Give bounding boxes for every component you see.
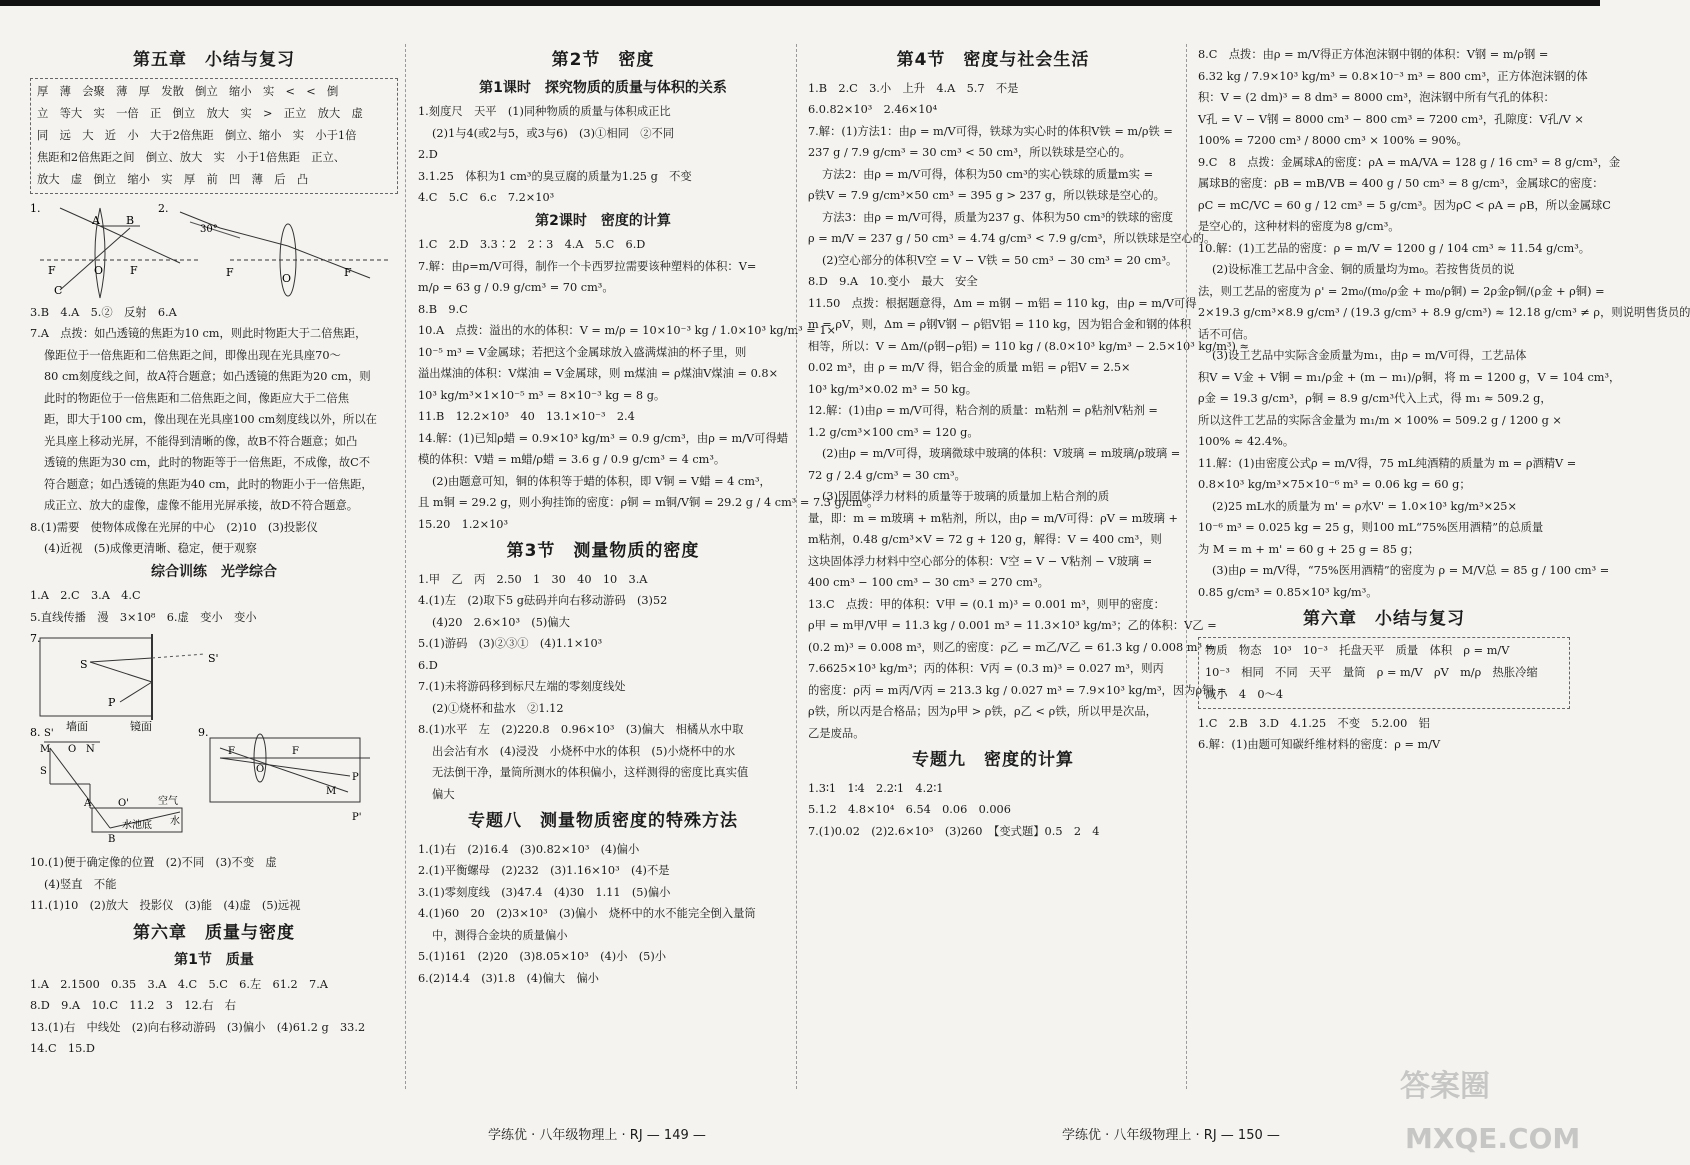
answer-line: 是空心的，这种材料的密度为8 g/cm³。 bbox=[1198, 220, 1400, 233]
fig-label: 2. bbox=[158, 201, 169, 215]
answer-line: 话不可信。 bbox=[1198, 327, 1255, 341]
answer-line: 0.02 m³，由 ρ = m/V 得，铝合金的质量 m铝 = ρ铝V = 2.5× bbox=[808, 361, 1131, 374]
answer-line: 方法2：由ρ = m/V可得，体积为50 cm³的实心铁球的质量m实 = bbox=[822, 167, 1154, 181]
answer-line: 0.8×10³ kg/m³×75×10⁻⁶ m³ = 0.06 kg = 60 g； bbox=[1198, 478, 1471, 491]
answer-line: 1.A 2.1500 0.35 3.A 4.C 5.C 6.左 61.2 7.A bbox=[30, 977, 328, 991]
answer-line: 像距位于一倍焦距和二倍焦距之间，即像出现在光具座70～ bbox=[44, 348, 341, 362]
answer-line: 积：V = (2 dm)³ = 8 dm³ = 8000 cm³，泡沫钢中所有气孔的体积： bbox=[1198, 91, 1555, 104]
fig-label: O bbox=[256, 764, 265, 775]
topic-title: 专题九 密度的计算 bbox=[912, 750, 1074, 770]
answer-line: 成正立、放大的虚像，虚像不能用光屏承接，故D不符合题意。 bbox=[44, 499, 359, 512]
answer-line: 7.6625×10³ kg/m³；丙的体积：V丙 = (0.3 m)³ = 0.027 m³，则丙 bbox=[808, 662, 1164, 675]
answer-line: (3)设工艺品中实际含金质量为m₁，由ρ = m/V可得，工艺品体 bbox=[1212, 349, 1527, 362]
answer-line: 10.A 点拨：溢出的水的体积：V = m/ρ = 10×10⁻³ kg / 1.0×10³ kg/m³ = 1× bbox=[418, 324, 837, 337]
box-line: 厚 薄 会聚 薄 厚 发散 倒立 缩小 实 < < 倒 bbox=[37, 84, 339, 98]
section-title: 综合训练 光学综合 bbox=[151, 563, 277, 580]
answer-line: 1.A 2.C 3.A 4.C bbox=[30, 589, 141, 602]
box-line: 10⁻³ 相同 不同 天平 量筒 ρ = m/V ρV m/ρ 热胀冷缩 bbox=[1205, 665, 1538, 679]
answer-line: 此时的物距位于一倍焦距和二倍焦距之间，像距应大于二倍焦 bbox=[44, 391, 350, 405]
answer-line: 相等，所以：V = Δm/(ρ钢−ρ铝) = 110 kg / (8.0×10³ kg/m³ − 2.5×10³ kg/m³) ≈ bbox=[808, 339, 1249, 353]
answer-line: 1.3∶1 1∶4 2.2∶1 4.2∶1 bbox=[808, 781, 944, 795]
answer-line: 7.解：(1)方法1：由ρ = m/V可得，铁球为实心时的体积V铁 = m/ρ铁 = bbox=[808, 124, 1173, 138]
fig-label: F bbox=[228, 746, 235, 757]
review-fill-box bbox=[30, 78, 398, 194]
answer-line: (2)空心部分的体积V空 = V − V铁 = 50 cm³ − 30 cm³ = 20 cm³。 bbox=[822, 253, 1178, 267]
answer-line: 8.(1)水平 左 (2)220.8 0.96×10³ (3)偏大 相橘从水中取 bbox=[418, 723, 744, 736]
fig-label: F bbox=[292, 746, 299, 757]
fig-label: S bbox=[80, 658, 88, 671]
answer-line: 10.(1)便于确定像的位置 (2)不同 (3)不变 虚 bbox=[30, 856, 277, 869]
answer-line: 1.甲 乙 丙 2.50 1 30 40 10 3.A bbox=[418, 572, 648, 586]
answer-line: 8.C 点拨：由ρ = m/V得正方体泡沫钢中钢的体积：V钢 = m/ρ钢 = bbox=[1198, 48, 1549, 61]
answer-line: 4.C 5.C 6.c 7.2×10³ bbox=[418, 191, 555, 204]
answer-line: (2)①烧杯和盐水 ②1.12 bbox=[432, 701, 564, 715]
answer-line: ρ铁，所以丙是合格品；因为ρ甲 > ρ铁，ρ乙 < ρ铁，所以甲是次品， bbox=[808, 705, 1157, 718]
review-fill-box bbox=[1198, 637, 1570, 709]
answer-line: 80 cm刻度线之间，故A符合题意；如凸透镜的焦距为20 cm，则 bbox=[44, 370, 371, 383]
box-line: 焦距和2倍焦距之间 倒立、放大 实 小于1倍焦距 正立、 bbox=[37, 150, 346, 164]
answer-line: (3)由ρ = m/V得，“75%医用酒精”的密度为 ρ = M/V总 = 85 g / 100 cm³ = bbox=[1212, 564, 1610, 577]
refraction-diagrams-8-9 bbox=[30, 728, 398, 848]
answer-line: 1.B 2.C 3.小 上升 4.A 5.7 不是 bbox=[808, 81, 1019, 95]
answer-line: 2×19.3 g/cm³×8.9 g/cm³ / (19.3 g/cm³ + 8.9 g/cm³) ≈ 12.18 g/cm³ ≠ ρ，则说明售货员的 bbox=[1198, 306, 1690, 319]
answer-line: 10⁻⁶ m³ = 0.025 kg = 25 g，则100 mL“75%医用酒精”的总质量 bbox=[1198, 521, 1544, 534]
answer-line: 8.D 9.A 10.C 11.2 3 12.右 右 bbox=[30, 999, 237, 1012]
answer-line: m = ρV，则，Δm = ρ钢V钢 − ρ铝V铝 = 110 kg，因为铝合金和钢的体积 bbox=[808, 318, 1192, 331]
answer-line: 10³ kg/m³×0.02 m³ = 50 kg。 bbox=[808, 382, 978, 396]
answer-line: 11.解：(1)由密度公式ρ = m/V得，75 mL纯酒精的质量为 m = ρ酒精V = bbox=[1198, 456, 1577, 470]
answer-line: 1.C 2.D 3.3∶2 2∶3 4.A 5.C 6.D bbox=[418, 238, 646, 251]
answer-line: 3.1.25 体积为1 cm³的臭豆腐的质量为1.25 g 不变 bbox=[418, 169, 692, 183]
answer-line: (4)20 2.6×10³ (5)偏大 bbox=[432, 615, 570, 629]
answer-line: 6.0.82×10³ 2.46×10⁴ bbox=[808, 103, 938, 116]
answer-line: 9.C 8 点拨：金属球A的密度：ρA = mA/VA = 128 g / 16 cm³ = 8 g/cm³，金 bbox=[1198, 155, 1621, 169]
chapter6-review-title: 第六章 小结与复习 bbox=[1303, 609, 1465, 629]
lesson-title: 第1课时 探究物质的质量与体积的关系 bbox=[479, 79, 727, 96]
fig-label: F bbox=[344, 265, 352, 279]
answer-line: 积V = V金 + V铜 = m₁/ρ金 + (m − m₁)/ρ铜，将 m = 1200 g，V = 104 cm³， bbox=[1198, 370, 1621, 384]
answer-line: (2)由题意可知，铜的体积等于蜡的体积，即 V铜 = V蜡 = 4 cm³， bbox=[432, 474, 771, 488]
fig-label: F bbox=[130, 263, 138, 277]
answer-line: 237 g / 7.9 g/cm³ = 30 cm³ < 50 cm³，所以铁球是空心的。 bbox=[808, 146, 1131, 159]
column-divider bbox=[1186, 44, 1187, 1089]
fig-label: 镜面 bbox=[130, 720, 152, 733]
fig-label: 1. bbox=[30, 201, 41, 215]
answer-line: 所以这件工艺品的实际含金量为 m₁/m × 100% = 509.2 g / 1200 g × bbox=[1198, 413, 1562, 427]
answer-line: 7.(1)0.02 (2)2.6×10³ (3)260 【变式题】0.5 2 4 bbox=[808, 824, 1100, 838]
answer-line: 1.2 g/cm³×100 cm³ = 120 g。 bbox=[808, 425, 979, 439]
fig-label: 墙面 bbox=[66, 720, 88, 733]
answer-line: 3.B 4.A 5.② 反射 6.A bbox=[30, 305, 177, 319]
mirror-svg bbox=[30, 632, 398, 733]
answer-line: 这块固体浮力材料中空心部分的体积：V空 = V − V粘剂 − V玻璃 = bbox=[808, 554, 1153, 568]
answer-line: 1.C 2.B 3.D 4.1.25 不变 5.2.00 铝 bbox=[1198, 716, 1430, 730]
answer-line: 出会沾有水 (4)浸没 小烧杯中水的体积 (5)小烧杯中的水 bbox=[432, 744, 736, 758]
fig-label: 水池底 bbox=[122, 820, 152, 831]
answer-line: (0.2 m)³ = 0.008 m³，则乙的密度：ρ乙 = m乙/V乙 = 61.3 kg / 0.008 m³ = bbox=[808, 640, 1216, 654]
answer-line: 14.C 15.D bbox=[30, 1042, 95, 1055]
answer-line: ρ铁V = 7.9 g/cm³×50 cm³ = 395 g > 237 g，所以铁球是空心的。 bbox=[808, 189, 1165, 202]
answer-line: 4.(1)左 (2)取下5 g砝码并向右移动游码 (3)52 bbox=[418, 594, 668, 607]
answer-line: (4)竖直 不能 bbox=[44, 877, 117, 891]
fig-label: A bbox=[84, 798, 92, 809]
fig-label: P bbox=[352, 772, 359, 783]
section-title: 第4节 密度与社会生活 bbox=[896, 50, 1090, 70]
answer-line: 距，即大于100 cm，像出现在光具座100 cm刻度线以外，所以在 bbox=[44, 413, 377, 426]
fig-label: P bbox=[108, 696, 116, 709]
answer-line: 72 g / 2.4 g/cm³ = 30 cm³。 bbox=[808, 468, 966, 482]
mirror-diagram-7 bbox=[30, 632, 398, 733]
box-line: 立 等大 实 一倍 正 倒立 放大 实 > 正立 放大 虚 bbox=[37, 106, 363, 120]
answer-line: 13.(1)右 中线处 (2)向右移动游码 (3)偏小 (4)61.2 g 33.2 bbox=[30, 1020, 366, 1034]
watermark-logo: 答案圈 bbox=[1400, 1069, 1490, 1104]
answer-line: 7.A 点拨：如凸透镜的焦距为10 cm，则此时物距大于二倍焦距， bbox=[30, 327, 367, 340]
answer-line: 为 M = m + m' = 60 g + 25 g = 85 g； bbox=[1198, 542, 1420, 556]
answer-line: 15.20 1.2×10³ bbox=[418, 517, 508, 531]
answer-line: V孔 = V − V钢 = 8000 cm³ − 800 cm³ = 7200 cm³，孔隙度：V孔/V × bbox=[1198, 112, 1584, 126]
answer-line: 1.(1)右 (2)16.4 (3)0.82×10³ (4)偏小 bbox=[418, 842, 640, 856]
answer-line: 6.32 kg / 7.9×10³ kg/m³ = 0.8×10⁻³ m³ = 800 cm³，正方体泡沫钢的体 bbox=[1198, 69, 1588, 83]
column-divider bbox=[405, 44, 406, 1089]
answer-line: (4)近视 (5)成像更清晰、稳定，便于观察 bbox=[44, 542, 257, 555]
fig-label: 水 bbox=[170, 816, 180, 827]
answer-line: 属球B的密度：ρB = mB/VB = 400 g / 50 cm³ = 8 g/cm³，金属球C的密度： bbox=[1198, 177, 1604, 190]
answer-line: 14.解：(1)已知ρ蜡 = 0.9×10³ kg/m³ = 0.9 g/cm³，由ρ = m/V可得蜡 bbox=[418, 431, 789, 445]
answer-line: 量，即：m = m玻璃 + m粘剂，所以，由ρ = m/V可得：ρV = m玻璃 + bbox=[808, 511, 1178, 525]
refraction-svg bbox=[30, 728, 398, 848]
fig-label: 7. bbox=[30, 632, 41, 645]
fig-label: F bbox=[48, 263, 56, 277]
lens-diagrams-1-2 bbox=[30, 198, 398, 298]
answer-line: 6.解：(1)由题可知碳纤维材料的密度：ρ = m/V bbox=[1198, 738, 1441, 751]
fig-label: M bbox=[40, 744, 51, 755]
answer-line: (2)设标准工艺品中含金、铜的质量均为m₀。若按售货员的说 bbox=[1212, 263, 1515, 276]
answer-line: ρ甲 = m甲/V甲 = 11.3 kg / 0.001 m³ = 11.3×10³ kg/m³；乙的体积：V乙 = bbox=[808, 619, 1217, 632]
fig-label: 空气 bbox=[158, 796, 178, 807]
fig-label: S bbox=[40, 766, 47, 777]
lesson-title: 第2课时 密度的计算 bbox=[535, 212, 671, 229]
answer-line: 8.(1)需要 使物体成像在光屏的中心 (2)10 (3)投影仪 bbox=[30, 520, 318, 534]
fig-label: M bbox=[326, 786, 337, 797]
answer-line: 8.B 9.C bbox=[418, 302, 468, 316]
answer-line: (3)因固体浮力材料的质量等于玻璃的质量加上粘合剂的质 bbox=[822, 490, 1110, 503]
answer-line: 中，测得合金块的质量偏小 bbox=[432, 928, 568, 942]
answer-line: 5.直线传播 漫 3×10⁸ 6.虚 变小 变小 bbox=[30, 610, 257, 624]
answer-line: 11.(1)10 (2)放大 投影仪 (3)能 (4)虚 (5)远视 bbox=[30, 899, 301, 912]
answer-line: 0.85 g/cm³ = 0.85×10³ kg/m³。 bbox=[1198, 585, 1378, 599]
answer-line: 7.(1)未将游码移到标尺左端的零刻度线处 bbox=[418, 680, 626, 693]
topic-title: 专题八 测量物质密度的特殊方法 bbox=[468, 811, 738, 831]
answer-line: 乙是废品。 bbox=[808, 726, 865, 740]
answer-line: 透镜的焦距为30 cm，此时的物距等于一倍焦距，不成像，故C不 bbox=[44, 456, 371, 469]
fig-label: O bbox=[282, 271, 292, 285]
watermark-url: MXQE.COM bbox=[1405, 1122, 1581, 1155]
answer-line: 且 m铜 = 29.2 g，则小狗挂饰的密度：ρ铜 = m铜/V铜 = 29.2 g / 4 cm³ = 7.3 g/cm³。 bbox=[418, 496, 879, 509]
answer-line: m/ρ = 63 g / 0.9 g/cm³ = 70 cm³。 bbox=[418, 281, 614, 294]
chapter5-review-title: 第五章 小结与复习 bbox=[133, 50, 295, 70]
section-title: 第2节 密度 bbox=[551, 50, 655, 70]
fig-label: C bbox=[54, 283, 63, 297]
answer-line: ρ金 = 19.3 g/cm³，ρ铜 = 8.9 g/cm³代入上式，得 m₁ ≈ 509.2 g， bbox=[1198, 392, 1552, 405]
box-line: 同 远 大 近 小 大于2倍焦距 倒立、缩小 实 小于1倍 bbox=[37, 128, 357, 142]
fig-label: S' bbox=[44, 728, 54, 739]
answer-line: 100% ≈ 42.4%。 bbox=[1198, 435, 1295, 448]
answer-line: 4.(1)60 20 (2)3×10³ (3)偏小 烧杯中的水不能完全倒入量筒 bbox=[418, 907, 756, 920]
answer-line: 符合题意；如凸透镜的焦距为40 cm，此时的物距小于一倍焦距， bbox=[44, 477, 373, 491]
answer-line: 11.50 点拨：根据题意得，Δm = m钢 − m铝 = 110 kg，由ρ = m/V可得 bbox=[808, 296, 1197, 310]
answer-line: 10.解：(1)工艺品的密度：ρ = m/V = 1200 g / 104 cm³ ≈ 11.54 g/cm³。 bbox=[1198, 241, 1591, 255]
fig-label: 9. bbox=[198, 726, 209, 739]
answer-line: (2)由ρ = m/V可得，玻璃微球中玻璃的体积：V玻璃 = m玻璃/ρ玻璃 = bbox=[822, 447, 1181, 460]
answer-line: 6.(2)14.4 (3)1.8 (4)偏大 偏小 bbox=[418, 971, 599, 985]
fig-label: 8. bbox=[30, 726, 41, 739]
answer-line: 10³ kg/m³×1×10⁻⁵ m³ = 8×10⁻³ kg = 8 g。 bbox=[418, 388, 666, 402]
answer-line: 5.(1)161 (2)20 (3)8.05×10³ (4)小 (5)小 bbox=[418, 950, 667, 963]
fig-label: O bbox=[94, 263, 104, 277]
answer-line: 无法倒干净，量筒所测水的体积偏小，这样测得的密度比真实值 bbox=[432, 766, 749, 779]
answer-line: 13.C 点拨：甲的体积：V甲 = (0.1 m)³ = 0.001 m³，则甲的密度： bbox=[808, 597, 1165, 611]
box-line: 放大 虚 倒立 缩小 实 厚 前 凹 薄 后 凸 bbox=[37, 172, 309, 186]
answer-line: 方法3：由ρ = m/V可得，质量为237 g、体积为50 cm³的铁球的密度 bbox=[822, 210, 1174, 224]
fig-label: B bbox=[108, 834, 116, 845]
top-border bbox=[0, 0, 1600, 6]
answer-line: 3.(1)零刻度线 (3)47.4 (4)30 1.11 (5)偏小 bbox=[418, 885, 671, 899]
box-line: 物质 物态 10³ 10⁻³ 托盘天平 质量 体积 ρ = m/V bbox=[1205, 643, 1510, 657]
fig-label: P' bbox=[352, 812, 362, 823]
answer-line: 2.D bbox=[418, 148, 438, 161]
answer-line: 1.刻度尺 天平 (1)同种物质的质量与体积成正比 bbox=[418, 105, 671, 118]
answer-line: 的密度：ρ丙 = m丙/V丙 = 213.3 kg / 0.027 m³ = 7.9×10³ kg/m³，因为ρ铜 = bbox=[808, 683, 1227, 697]
chapter6-title: 第六章 质量与密度 bbox=[133, 922, 295, 943]
answer-line: 2.(1)平衡螺母 (2)232 (3)1.16×10³ (4)不是 bbox=[418, 864, 670, 877]
column-divider bbox=[796, 44, 797, 1089]
answer-line: 10⁻⁵ m³ = V金属球；若把这个金属球放入盛满煤油的杯子里，则 bbox=[418, 345, 747, 359]
section-title: 第1节 质量 bbox=[174, 952, 254, 968]
fig-label: N bbox=[86, 744, 95, 755]
answer-line: 11.B 12.2×10³ 40 13.1×10⁻³ 2.4 bbox=[418, 410, 635, 423]
page-footer-right: 学练优 · 八年级物理上 · RJ — 150 — bbox=[1062, 1128, 1280, 1143]
answer-line: 偏大 bbox=[432, 787, 455, 801]
section-title: 第3节 测量物质的密度 bbox=[506, 541, 700, 561]
answer-line: 8.D 9.A 10.变小 最大 安全 bbox=[808, 275, 978, 288]
column-4 bbox=[1198, 44, 1690, 1104]
answer-line: 模的体积：V蜡 = m蜡/ρ蜡 = 3.6 g / 0.9 g/cm³ = 4 cm³。 bbox=[418, 453, 726, 466]
fig-label: S' bbox=[208, 652, 219, 665]
answer-line: 5.(1)游码 (3)②③① (4)1.1×10³ bbox=[418, 637, 603, 650]
answer-line: 12.解：(1)由ρ = m/V可得，粘合剂的质量：m粘剂 = ρ粘剂V粘剂 = bbox=[808, 404, 1158, 417]
answer-line: 6.D bbox=[418, 658, 438, 672]
fig-label: A bbox=[92, 213, 100, 227]
page-footer-left: 学练优 · 八年级物理上 · RJ — 149 — bbox=[488, 1128, 706, 1143]
answer-line: 光具座上移动光屏，不能得到清晰的像，故B不符合题意；如凸 bbox=[44, 434, 358, 448]
answer-line: 100% = 7200 cm³ / 8000 cm³ × 100% = 90%。 bbox=[1198, 134, 1468, 147]
fig-label: F bbox=[226, 265, 234, 279]
answer-line: m粘剂，0.48 g/cm³×V = 72 g + 120 g，解得：V = 400 cm³，则 bbox=[808, 533, 1162, 546]
answer-line: 7.解：由ρ=m/V可得，制作一个卡西罗拉需要该种塑料的体积：V= bbox=[418, 259, 757, 273]
answer-line: (2)1与4(或2与5，或3与6) (3)①相同 ②不同 bbox=[432, 126, 675, 140]
fig-label: O bbox=[68, 744, 77, 755]
answer-line: (2)25 mL水的质量为 m' = ρ水V' = 1.0×10³ kg/m³×25× bbox=[1212, 499, 1517, 513]
lens-ray-diagram bbox=[30, 198, 398, 298]
fig-label: B bbox=[126, 213, 135, 227]
answer-line: 法，则工艺品的密度为 ρ' = 2m₀/(m₀/ρ金 + m₀/ρ铜) = 2ρ金ρ铜/(ρ金 + ρ铜) = bbox=[1198, 284, 1605, 298]
fig-label: 30° bbox=[200, 223, 218, 235]
answer-line: 5.1.2 4.8×10⁴ 6.54 0.06 0.006 bbox=[808, 803, 1011, 816]
fig-label: O' bbox=[118, 798, 129, 809]
answer-line: ρ = m/V = 237 g / 50 cm³ = 4.74 g/cm³ < 7.9 g/cm³，所以铁球是空心的。 bbox=[808, 232, 1216, 245]
answer-line: 溢出煤油的体积：V煤油 = V金属球，则 m煤油 = ρ煤油V煤油 = 0.8× bbox=[418, 367, 779, 380]
column-1 bbox=[30, 44, 398, 1104]
answer-line: 400 cm³ − 100 cm³ − 30 cm³ = 270 cm³。 bbox=[808, 576, 1049, 589]
answer-line: ρC = mC/VC = 60 g / 12 cm³ = 5 g/cm³。因为ρC < ρA = ρB，所以金属球C bbox=[1198, 198, 1611, 212]
box-line: 减小 4 0～4 bbox=[1205, 687, 1284, 701]
